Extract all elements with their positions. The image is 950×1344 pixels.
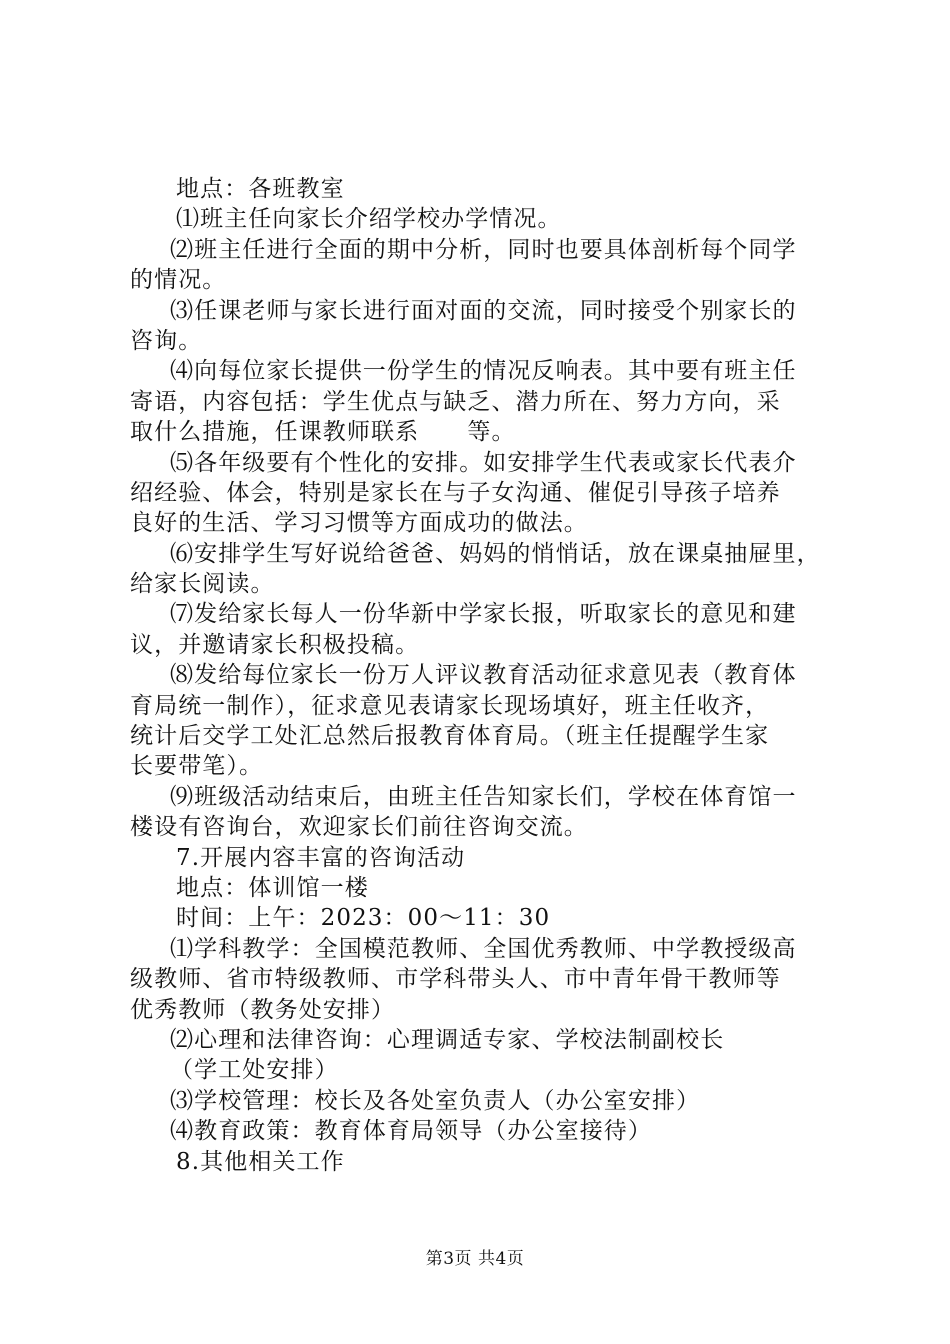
text-line: 楼设有咨询台，欢迎家长们前往咨询交流。 [130, 814, 588, 841]
text-line: （学工处安排） [170, 1057, 339, 1084]
text-line: 育局统一制作），征求意见表请家长现场填好，班主任收齐， [130, 692, 770, 719]
text-line: ⑸各年级要有个性化的安排。如安排学生代表或家长代表介 [170, 449, 797, 476]
text-line: 地点：体训馆一楼 [176, 874, 369, 901]
text-line: 寄语，内容包括：学生优点与缺乏、潜力所在、努力方向，采 [130, 388, 781, 415]
text-line: 级教师、省市特级教师、市学科带头人、市中青年骨干教师等 [130, 966, 781, 993]
text-line: 地点：各班教室 [176, 176, 345, 202]
text-line: 咨询。 [130, 327, 203, 354]
body-text [130, 174, 834, 1177]
text-line: ⑺发给家长每人一份华新中学家长报，听取家长的意见和建 [170, 601, 797, 628]
text-line: ⑴学科教学：全国模范教师、全国优秀教师、中学教授级高 [170, 935, 797, 962]
text-line: ⑹安排学生写好说给爸爸、妈妈的悄悄话，放在课桌抽屉里， [170, 540, 821, 567]
text-line: 给家长阅读。 [130, 571, 275, 598]
section-heading: 7.开展内容丰富的咨询活动 [176, 844, 466, 871]
text-line: ⑶任课老师与家长进行面对面的交流，同时接受个别家长的 [170, 297, 797, 324]
text-line: 统计后交学工处汇总然后报教育体育局。（班主任提醒学生家 [130, 723, 770, 750]
text-line: ⑷向每位家长提供一份学生的情况反响表。其中要有班主任 [170, 358, 797, 385]
text-line: 良好的生活、学习习惯等方面成功的做法。 [130, 510, 588, 537]
text-line: ⑼班级活动结束后，由班主任告知家长们，学校在体育馆一 [170, 783, 797, 810]
text-line: ⑵心理和法律咨询：心理调适专家、学校法制副校长 [170, 1026, 725, 1053]
text-line: 绍经验、体会，特别是家长在与子女沟通、催促引导孩子培养 [130, 479, 781, 506]
page-footer: 第3页 共4页 [425, 1249, 525, 1269]
text-line: ⑴班主任向家长介绍学校办学情况。 [176, 206, 562, 233]
text-line: 时间：上午：2023：00～11：30 [176, 905, 551, 932]
text-line: ⑻发给每位家长一份万人评议教育活动征求意见表（教育体 [170, 662, 797, 689]
text-line: 议，并邀请家长积极投稿。 [130, 631, 420, 658]
text-line: ⑵班主任进行全面的期中分析，同时也要具体剖析每个同学 [170, 236, 797, 263]
text-line: ⑶学校管理：校长及各处室负责人（办公室安排） [170, 1087, 701, 1114]
text-line: 优秀教师（教务处安排） [130, 996, 396, 1023]
text-line: 长要带笔）。 [130, 753, 264, 780]
text-line: 取什么措施，任课教师联系 等。 [130, 419, 516, 446]
text-line: 的情况。 [130, 267, 227, 294]
text-line: ⑷教育政策：教育体育局领导（办公室接待） [170, 1118, 652, 1145]
section-heading: 8.其他相关工作 [176, 1148, 345, 1175]
